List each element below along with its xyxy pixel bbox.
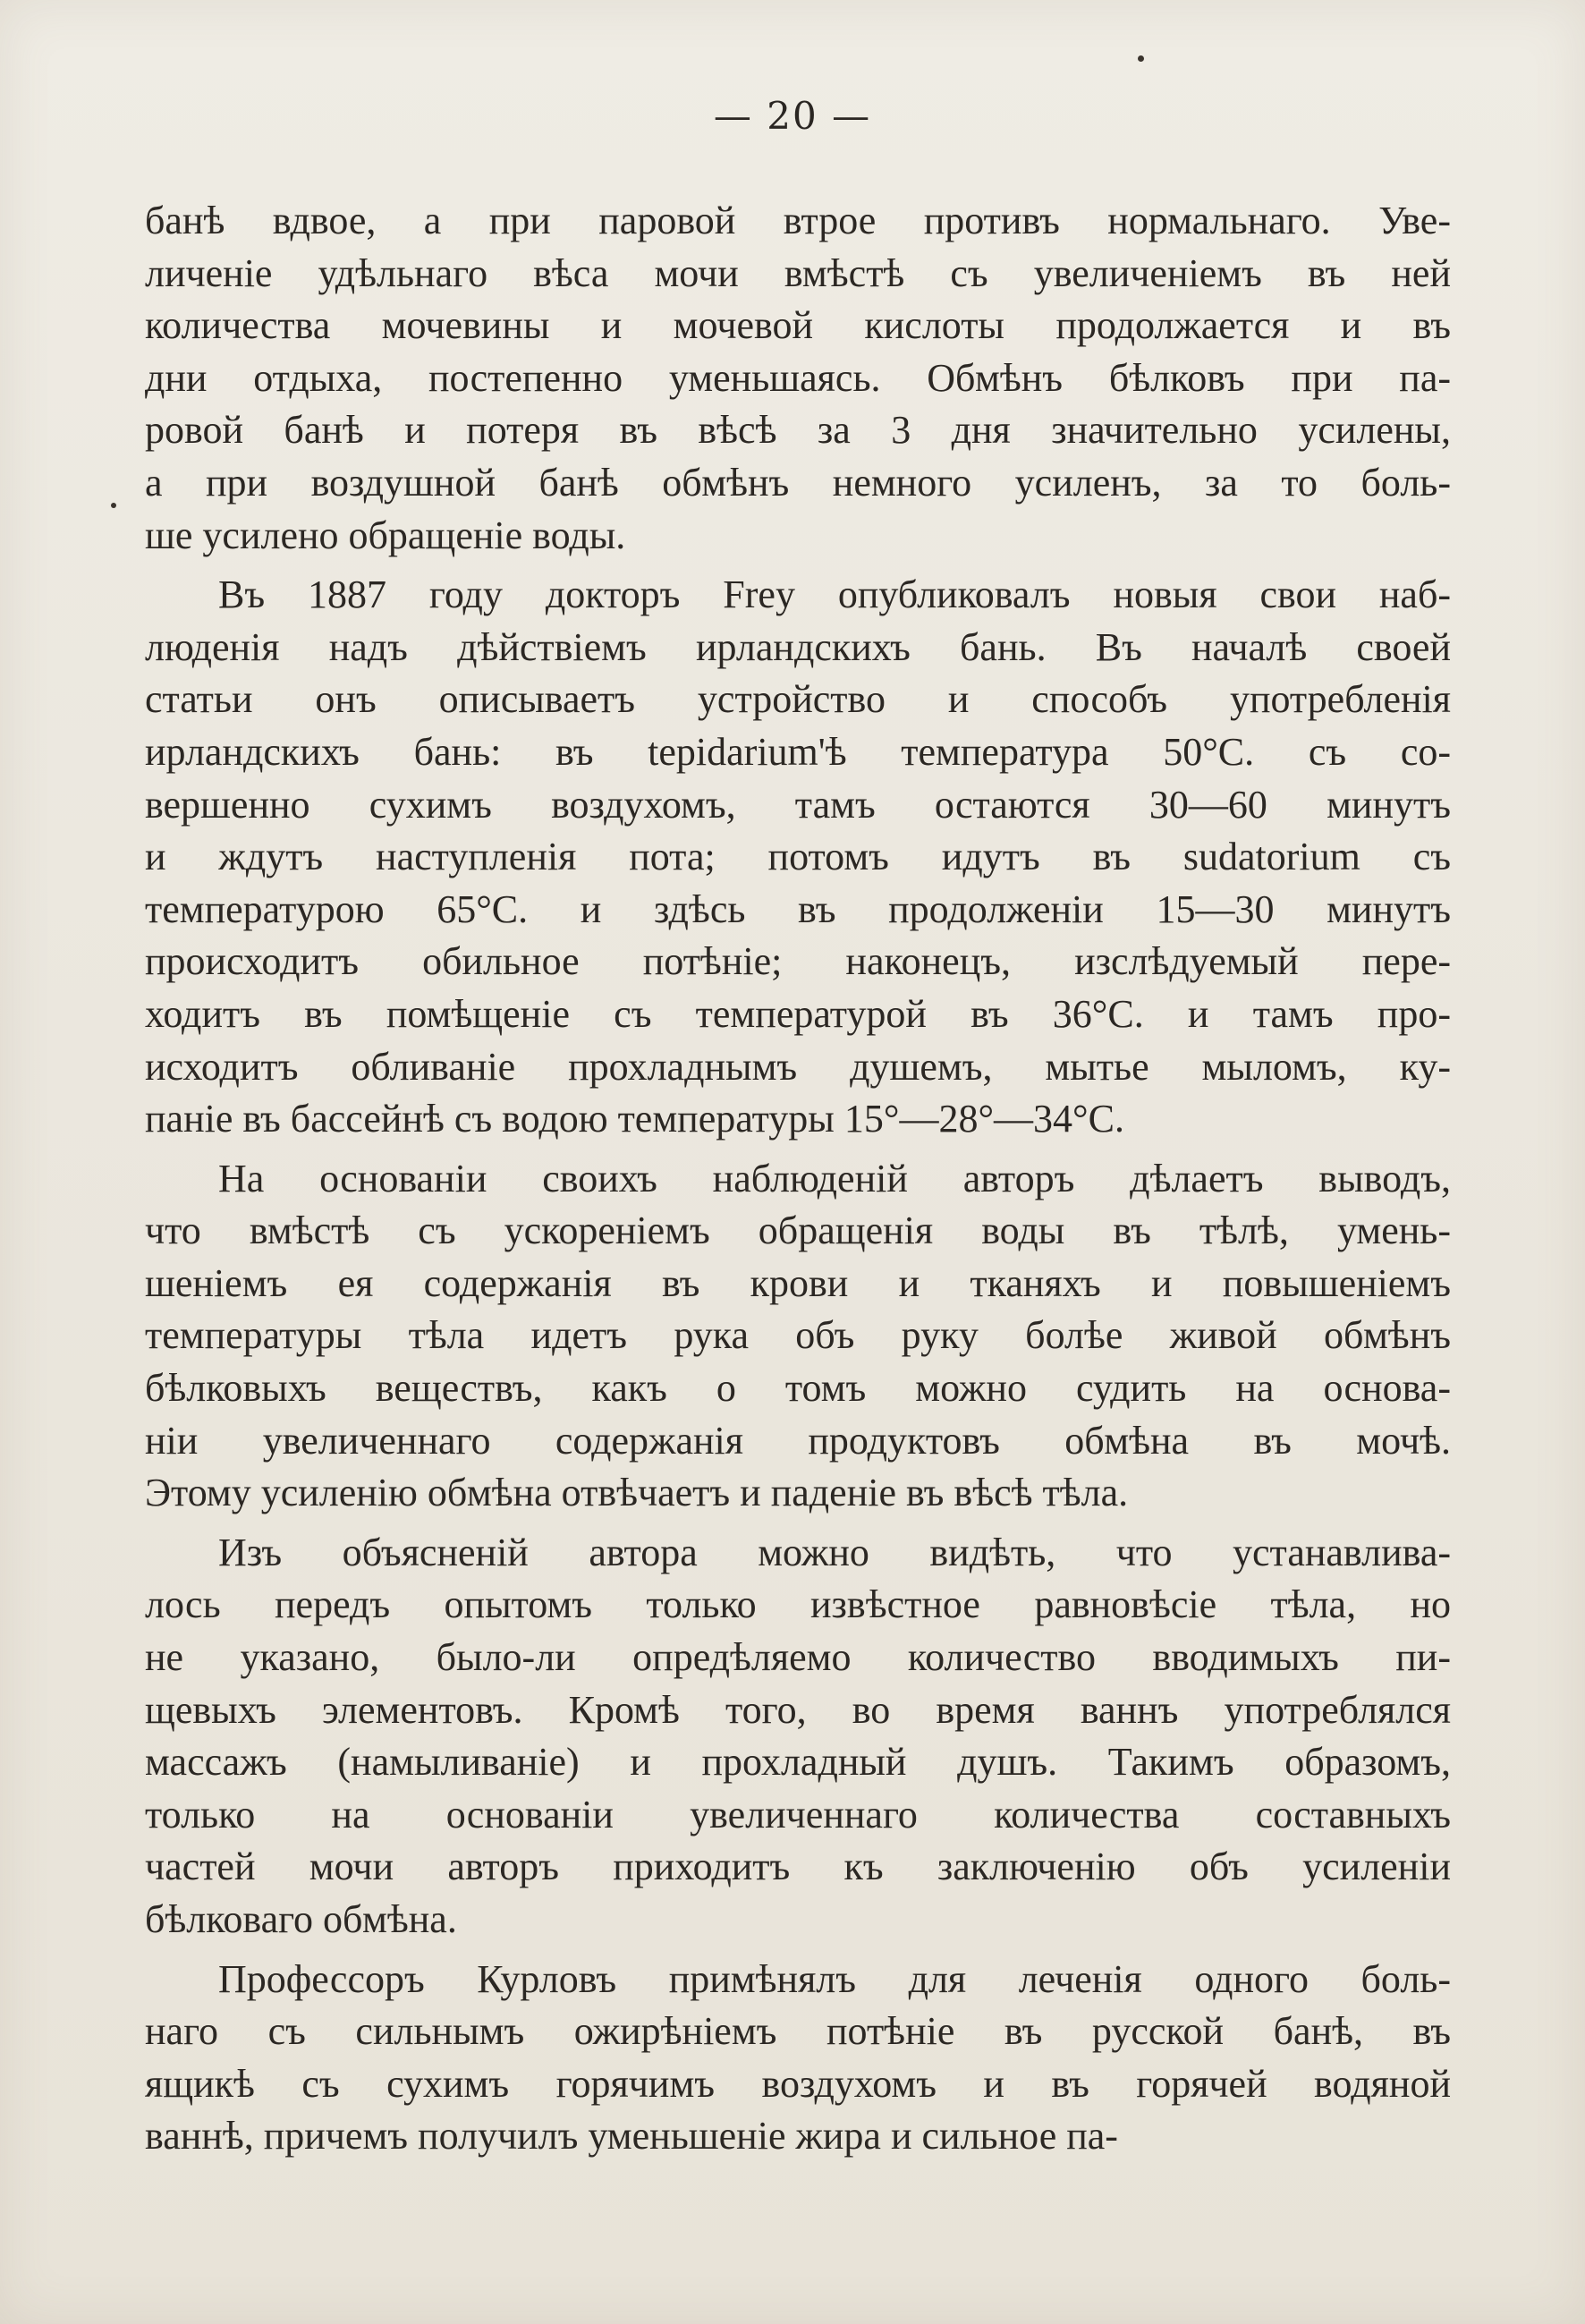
text-line: только на основаніи увеличеннаго количества составныхъ (145, 1792, 1451, 1836)
text-line: ровой банѣ и потеря въ вѣсѣ за 3 дня значительно усилены, (145, 408, 1451, 453)
text-line: люденія надъ дѣйствіемъ ирландскихъ бань. Въ началѣ своей (145, 624, 1451, 669)
text-line: ніи увеличеннаго содержанія продуктовъ обмѣна въ мочѣ. (145, 1418, 1451, 1463)
text-line: происходитъ обильное потѣніе; наконецъ, изслѣдуемый пере- (145, 939, 1451, 984)
paragraph (145, 195, 1451, 562)
page-number: — 20 — (713, 94, 872, 138)
text-line: ирландскихъ бань: въ tepidarium'ѣ температура 50°С. съ со- (145, 729, 1451, 774)
text-line: наго съ сильнымъ ожирѣніемъ потѣніе въ русской банѣ, въ (145, 2009, 1451, 2054)
text-line: ше усилено обращеніе воды. (145, 513, 626, 557)
text-line: Этому усиленію обмѣна отвѣчаетъ и паденіе въ вѣсѣ тѣла. (145, 1471, 1129, 1515)
text-line: исходитъ обливаніе прохладнымъ душемъ, мытье мыломъ, ку- (145, 1044, 1451, 1089)
text-line: не указано, было-ли опредѣляемо количество вводимыхъ пи- (145, 1635, 1451, 1680)
text-line: паніе въ бассейнѣ съ водою температуры 15°—28°—34°С. (145, 1097, 1124, 1141)
text-line: а при воздушной банѣ обмѣнъ немного усиленъ, за то боль- (145, 460, 1451, 505)
text-line: лось передъ опытомъ только извѣстное равновѣсіе тѣла, но (145, 1582, 1451, 1627)
ink-speck (1138, 55, 1144, 62)
paragraph (145, 1153, 1451, 1520)
text-line: температурою 65°С. и здѣсь въ продолженіи 15—30 минутъ (145, 886, 1451, 931)
paragraph (145, 1954, 1451, 2163)
body-text (145, 195, 1451, 2170)
paragraph (145, 569, 1451, 1146)
text-line: массажъ (намыливаніе) и прохладный душъ. Такимъ образомъ, (145, 1740, 1451, 1785)
text-line: бѣлковыхъ веществъ, какъ о томъ можно судить на основа- (145, 1366, 1451, 1411)
text-line: вершенно сухимъ воздухомъ, тамъ остаются 30—60 минутъ (145, 782, 1451, 827)
paragraph (145, 1527, 1451, 1947)
text-line: шеніемъ ея содержанія въ крови и тканяхъ и повышеніемъ (145, 1260, 1451, 1305)
text-line: статьи онъ описываетъ устройство и способъ употребленія (145, 677, 1451, 722)
text-line: Въ 1887 году докторъ Frey опубликовалъ новыя свои наб- (218, 573, 1451, 617)
text-line: что вмѣстѣ съ ускореніемъ обращенія воды въ тѣлѣ, умень- (145, 1209, 1451, 1253)
text-line: температуры тѣла идетъ рука объ руку болѣе живой обмѣнъ (145, 1313, 1451, 1358)
text-line: Изъ объясненій автора можно видѣть, что устанавлива- (218, 1530, 1451, 1574)
text-line: бѣлковаго обмѣна. (145, 1897, 457, 1941)
text-line: и ждутъ наступленія пота; потомъ идутъ въ sudatorium съ (145, 835, 1451, 879)
text-line: ходитъ въ помѣщеніе съ температурой въ 36°С. и тамъ про- (145, 991, 1451, 1036)
text-line: личеніе удѣльнаго вѣса мочи вмѣстѣ съ увеличеніемъ въ ней (145, 250, 1451, 295)
text-line: щевыхъ элементовъ. Кромѣ того, во время ваннъ употреблялся (145, 1687, 1451, 1732)
ink-speck (111, 503, 116, 508)
text-line: На основаніи своихъ наблюденій авторъ дѣлаетъ выводъ, (218, 1156, 1451, 1200)
text-line: банѣ вдвое, а при паровой втрое противъ нормальнаго. Уве- (145, 199, 1451, 242)
text-line: частей мочи авторъ приходитъ къ заключенію объ усиленіи (145, 1845, 1451, 1889)
text-line: Профессоръ Курловъ примѣнялъ для леченія одного боль- (218, 1956, 1451, 2001)
text-line: ваннѣ, причемъ получилъ уменьшеніе жира и сильное па- (145, 2114, 1118, 2159)
text-line: ящикѣ съ сухимъ горячимъ воздухомъ и въ горячей водяной (145, 2061, 1451, 2106)
text-line: дни отдыха, постепенно уменьшаясь. Обмѣнъ бѣлковъ при па- (145, 355, 1451, 400)
text-line: количества мочевины и мочевой кислоты продолжается и въ (145, 303, 1451, 348)
